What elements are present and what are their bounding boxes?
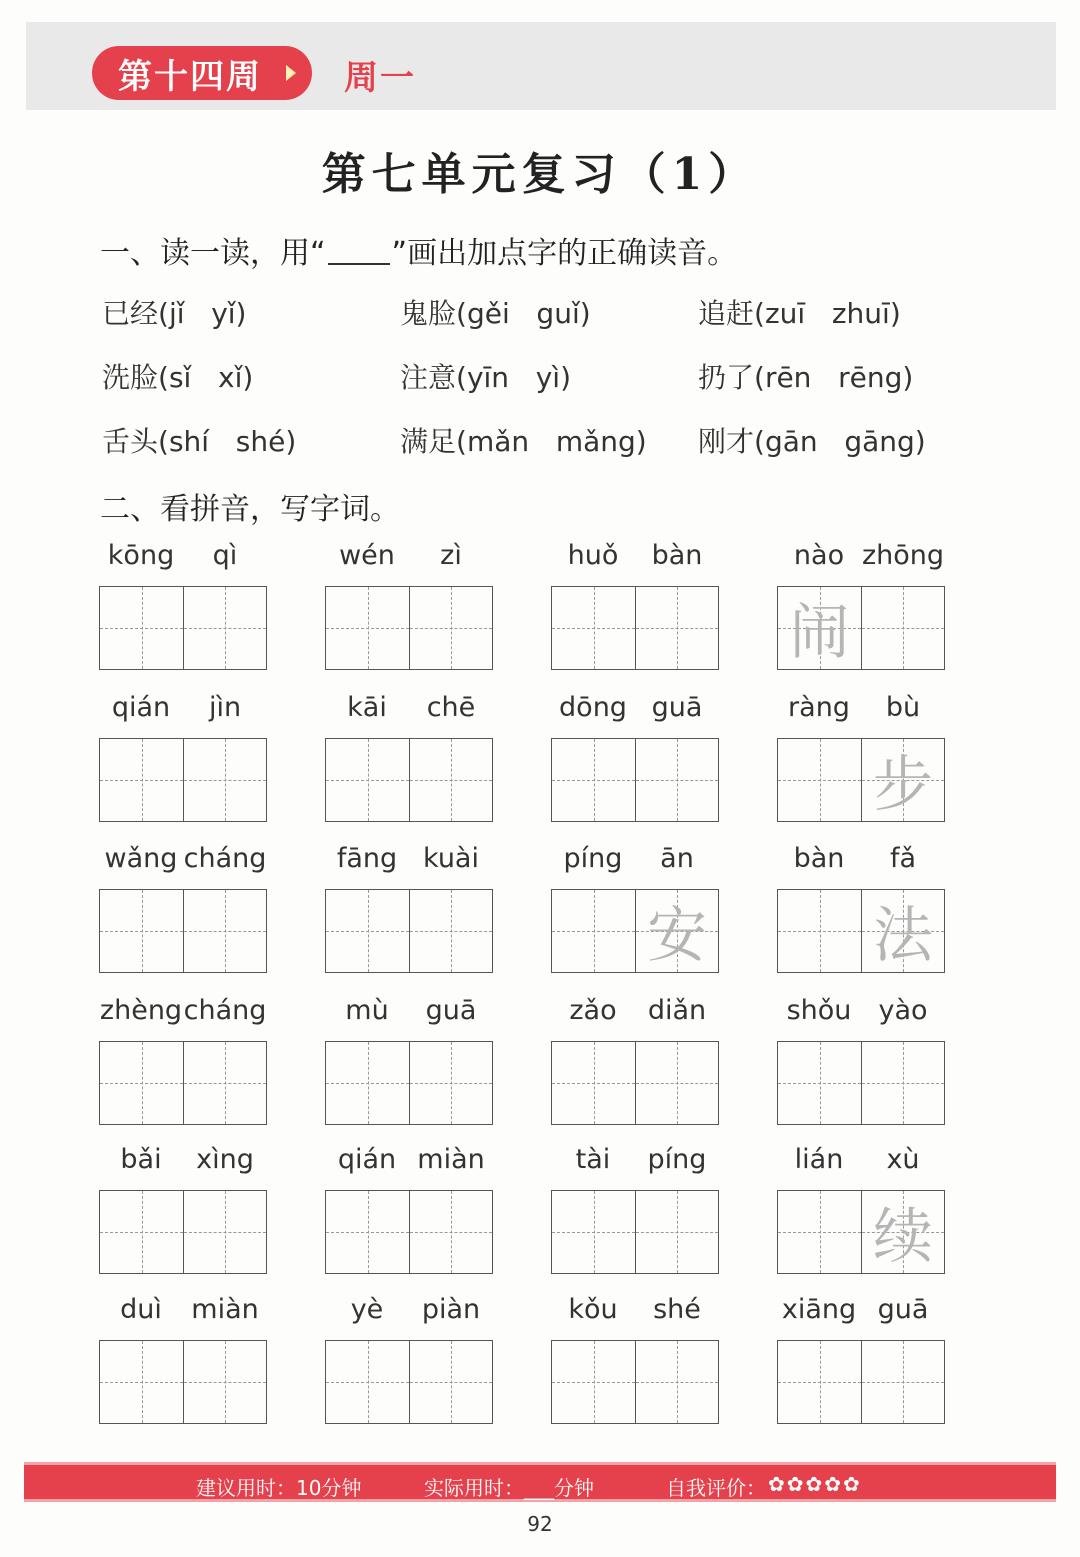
play-arrow-icon <box>286 65 296 81</box>
self-evaluation-label: 自我评价： <box>666 1476 766 1500</box>
pinyin-row <box>325 692 493 730</box>
writing-box-pair <box>777 889 945 973</box>
writing-box[interactable] <box>552 1191 635 1273</box>
reading-word: 追赶 <box>698 297 755 330</box>
writing-box-pair <box>551 738 719 822</box>
reading-word: 鬼脸 <box>400 297 457 330</box>
writing-box[interactable] <box>409 1042 492 1124</box>
reading-item <box>698 292 901 332</box>
pinyin-syllable: fǎ <box>889 843 917 874</box>
reading-item <box>698 356 913 396</box>
writing-box[interactable] <box>326 587 409 669</box>
pinyin-syllable: zì <box>440 540 462 571</box>
writing-box[interactable] <box>409 739 492 821</box>
section1-heading-post: ”画出加点字的正确读音。 <box>391 236 738 271</box>
pinyin-syllable: ràng <box>788 692 850 723</box>
writing-box[interactable] <box>778 739 861 821</box>
pinyin-row <box>551 1294 719 1332</box>
pinyin-options[interactable]: (shí shé) <box>158 425 297 458</box>
pinyin-options[interactable]: (mǎn mǎng) <box>456 425 647 458</box>
pinyin-row <box>551 540 719 578</box>
pinyin-syllable: xiāng <box>781 1294 857 1325</box>
writing-box[interactable] <box>100 890 183 972</box>
hint-character: 安 <box>647 901 707 971</box>
writing-box-pair <box>777 586 945 670</box>
writing-box-pair <box>551 1340 719 1424</box>
writing-box[interactable] <box>183 587 266 669</box>
pinyin-row <box>551 843 719 881</box>
pinyin-syllable: wǎng <box>104 843 178 874</box>
writing-box-pair <box>325 1041 493 1125</box>
writing-box-pair <box>99 738 267 822</box>
pinyin-row <box>99 540 267 578</box>
writing-box[interactable] <box>635 1042 718 1124</box>
writing-box[interactable] <box>183 1042 266 1124</box>
writing-box[interactable] <box>326 1042 409 1124</box>
pinyin-syllable: wén <box>339 540 395 571</box>
writing-box-pair <box>325 738 493 822</box>
pinyin-syllable: xìng <box>196 1144 254 1175</box>
hint-character: 续 <box>873 1202 933 1272</box>
writing-box[interactable] <box>861 890 944 972</box>
page-title: 第七单元复习（1） <box>321 149 759 200</box>
writing-box-pair <box>777 1190 945 1274</box>
writing-box[interactable] <box>635 739 718 821</box>
writing-box-pair <box>551 1041 719 1125</box>
pinyin-syllable: bù <box>885 692 921 723</box>
writing-box[interactable] <box>778 587 861 669</box>
writing-box[interactable] <box>778 890 861 972</box>
writing-box-pair <box>99 1041 267 1125</box>
pinyin-row <box>325 540 493 578</box>
pinyin-syllable: mù <box>345 995 389 1026</box>
pinyin-syllable: qì <box>212 540 238 571</box>
writing-box[interactable] <box>100 1042 183 1124</box>
hint-character: 闹 <box>789 598 850 668</box>
writing-box[interactable] <box>100 1191 183 1273</box>
suggested-time: 建议用时：10分钟 <box>196 1476 362 1500</box>
pinyin-options[interactable]: (yīn yì) <box>456 361 572 394</box>
pinyin-syllable: píng <box>563 843 623 874</box>
pinyin-syllable: yè <box>350 1294 384 1325</box>
pinyin-syllable: diǎn <box>647 995 707 1026</box>
pinyin-syllable: guā <box>425 995 477 1026</box>
pinyin-row <box>325 1294 493 1332</box>
pinyin-syllable: guā <box>651 692 703 723</box>
writing-box[interactable] <box>861 1042 944 1124</box>
reading-item <box>400 420 647 460</box>
writing-box-pair <box>551 1190 719 1274</box>
week-badge <box>92 46 312 100</box>
writing-box[interactable] <box>183 739 266 821</box>
writing-box[interactable] <box>183 1341 266 1423</box>
pinyin-syllable: bǎi <box>120 1144 162 1175</box>
writing-box-pair <box>99 586 267 670</box>
pinyin-syllable: zhōng <box>861 540 945 571</box>
writing-box-pair <box>99 1190 267 1274</box>
pinyin-syllable: xù <box>886 1144 920 1175</box>
pinyin-syllable: jìn <box>208 692 242 723</box>
pinyin-syllable: bàn <box>651 540 703 571</box>
reading-item <box>400 292 591 332</box>
hint-character: 法 <box>873 901 933 971</box>
pinyin-syllable: cháng <box>183 843 267 874</box>
page-number: 92 <box>527 1512 553 1536</box>
pinyin-options[interactable]: (gěi guǐ) <box>456 297 591 330</box>
pinyin-syllable: kōng <box>107 540 175 571</box>
writing-box-pair <box>325 586 493 670</box>
pinyin-syllable: yào <box>878 995 928 1026</box>
reading-item <box>102 420 296 460</box>
pinyin-syllable: píng <box>647 1144 707 1175</box>
writing-box[interactable] <box>409 1191 492 1273</box>
writing-box[interactable] <box>552 587 635 669</box>
writing-box[interactable] <box>861 739 944 821</box>
pinyin-syllable: cháng <box>183 995 267 1026</box>
reading-word: 洗脸 <box>102 361 159 394</box>
pinyin-row <box>777 692 945 730</box>
reading-item <box>102 356 253 396</box>
pinyin-syllable: qián <box>111 692 171 723</box>
writing-box[interactable] <box>861 1341 944 1423</box>
pinyin-row <box>551 995 719 1033</box>
writing-box-pair <box>777 1340 945 1424</box>
pinyin-row <box>777 540 945 578</box>
pinyin-row <box>551 1144 719 1182</box>
reading-word: 注意 <box>400 361 457 394</box>
writing-box-pair <box>325 889 493 973</box>
pinyin-syllable: zhèng <box>99 995 183 1026</box>
writing-box[interactable] <box>861 1191 944 1273</box>
pinyin-syllable: kǒu <box>568 1294 618 1325</box>
writing-box-pair <box>777 1041 945 1125</box>
pinyin-row <box>99 1144 267 1182</box>
pinyin-row <box>325 1144 493 1182</box>
writing-box[interactable] <box>183 890 266 972</box>
pinyin-row <box>777 995 945 1033</box>
writing-box[interactable] <box>861 587 944 669</box>
pinyin-syllable: nào <box>793 540 845 571</box>
writing-box[interactable] <box>409 890 492 972</box>
pinyin-syllable: miàn <box>417 1144 485 1175</box>
pinyin-syllable: chē <box>426 692 476 723</box>
pinyin-options[interactable]: (gān gāng) <box>754 425 926 458</box>
reading-word: 刚才 <box>698 425 755 458</box>
pinyin-syllable: huǒ <box>567 540 619 571</box>
section1-heading <box>100 228 737 272</box>
underline-sample <box>328 237 390 265</box>
reading-word: 舌头 <box>102 425 159 458</box>
writing-box-pair <box>551 586 719 670</box>
writing-box[interactable] <box>635 587 718 669</box>
writing-box[interactable] <box>326 1341 409 1423</box>
pinyin-syllable: kuài <box>423 843 479 874</box>
pinyin-syllable: zǎo <box>569 995 617 1026</box>
writing-box-pair <box>325 1190 493 1274</box>
writing-box[interactable] <box>552 1341 635 1423</box>
writing-box[interactable] <box>552 1042 635 1124</box>
pinyin-syllable: ān <box>660 843 694 874</box>
writing-box-pair <box>777 738 945 822</box>
writing-box[interactable] <box>778 1042 861 1124</box>
writing-box[interactable] <box>409 1341 492 1423</box>
writing-box-pair <box>551 889 719 973</box>
pinyin-syllable: shé <box>653 1294 701 1325</box>
pinyin-options[interactable]: (rēn rēng) <box>754 361 914 394</box>
footer-bar <box>24 1462 1056 1502</box>
rating-stars-icon[interactable]: ✿✿✿✿✿ <box>768 1472 862 1496</box>
writing-box[interactable] <box>635 1341 718 1423</box>
pinyin-syllable: kāi <box>347 692 387 723</box>
reading-word: 满足 <box>400 425 457 458</box>
actual-time: 实际用时：___分钟 <box>424 1476 594 1500</box>
writing-box[interactable] <box>409 587 492 669</box>
pinyin-syllable: duì <box>120 1294 162 1325</box>
writing-box[interactable] <box>778 1341 861 1423</box>
reading-item <box>698 420 926 460</box>
section1-heading-pre: 一、读一读，用“ <box>100 236 326 271</box>
pinyin-syllable: miàn <box>191 1294 259 1325</box>
section2-heading: 二、看拼音，写字词。 <box>100 492 400 527</box>
pinyin-syllable: qián <box>337 1144 397 1175</box>
pinyin-row <box>325 843 493 881</box>
writing-box[interactable] <box>552 739 635 821</box>
reading-item <box>400 356 571 396</box>
pinyin-row <box>325 995 493 1033</box>
writing-box[interactable] <box>183 1191 266 1273</box>
pinyin-row <box>99 843 267 881</box>
writing-box[interactable] <box>100 1341 183 1423</box>
pinyin-syllable: fāng <box>336 843 398 874</box>
pinyin-row <box>777 1144 945 1182</box>
writing-box[interactable] <box>552 890 635 972</box>
reading-word: 扔了 <box>698 361 755 394</box>
pinyin-syllable: tài <box>575 1144 611 1175</box>
pinyin-row <box>99 995 267 1033</box>
hint-character: 步 <box>873 750 933 820</box>
writing-box[interactable] <box>100 587 183 669</box>
pinyin-options[interactable]: (jǐ yǐ) <box>158 297 247 330</box>
pinyin-row <box>99 1294 267 1332</box>
pinyin-row <box>551 692 719 730</box>
writing-box[interactable] <box>326 1191 409 1273</box>
writing-box-pair <box>325 1340 493 1424</box>
writing-box[interactable] <box>326 739 409 821</box>
week-label: 第十四周 <box>118 56 262 97</box>
writing-box[interactable] <box>635 890 718 972</box>
pinyin-row <box>777 843 945 881</box>
writing-box-pair <box>99 1340 267 1424</box>
writing-box-pair <box>99 889 267 973</box>
pinyin-syllable: dōng <box>559 692 627 723</box>
pinyin-syllable: bàn <box>793 843 845 874</box>
pinyin-syllable: shǒu <box>786 995 852 1026</box>
pinyin-syllable: guā <box>877 1294 929 1325</box>
pinyin-row <box>777 1294 945 1332</box>
pinyin-options[interactable]: (sǐ xǐ) <box>158 361 254 394</box>
pinyin-row <box>99 692 267 730</box>
reading-word: 已经 <box>102 297 159 330</box>
day-label: 周一 <box>344 58 416 98</box>
writing-box[interactable] <box>100 739 183 821</box>
reading-item <box>102 292 246 332</box>
pinyin-syllable: piàn <box>421 1294 481 1325</box>
writing-box[interactable] <box>778 1191 861 1273</box>
pinyin-syllable: lián <box>794 1144 844 1175</box>
writing-box[interactable] <box>326 890 409 972</box>
pinyin-options[interactable]: (zuī zhuī) <box>754 297 901 330</box>
writing-box[interactable] <box>635 1191 718 1273</box>
